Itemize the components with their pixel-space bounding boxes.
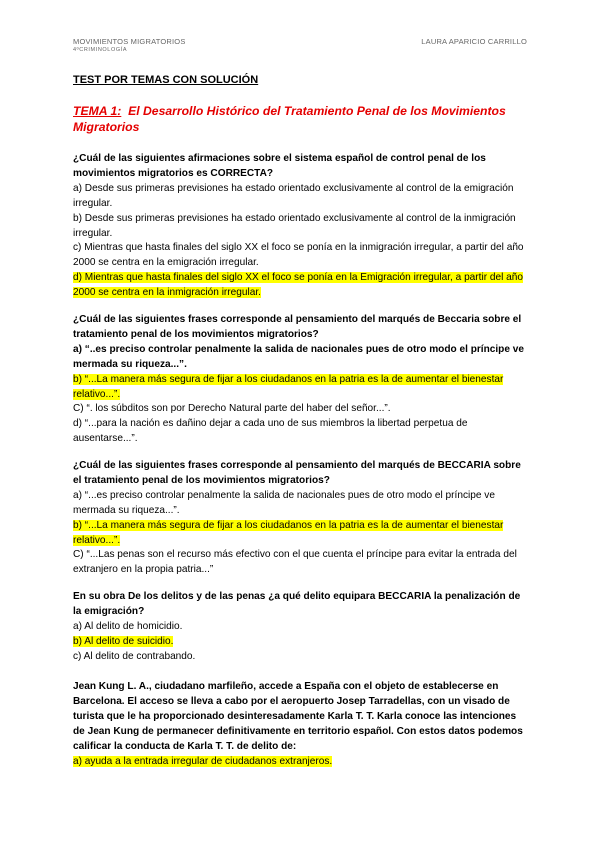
question-block-3 xyxy=(73,459,529,578)
question-text: ¿Cuál de las siguientes frases corresponde al pensamiento del marqués de BECCARIA sobre el tratamiento penal de los movimientos migratorios? xyxy=(73,460,521,486)
option-d: d) “...para la nación es dañino dejar a cada uno de sus miembros la libertad perpetua de ausentarse...”. xyxy=(73,418,468,445)
header-course-subtitle: 4ºCRIMINOLOGÍA xyxy=(73,47,128,53)
option-c: C) “. los súbditos son por Derecho Natural parte del haber del señor...”. xyxy=(73,403,391,415)
correct-answer-highlight: a) ayuda a la entrada irregular de ciudadanos extranjeros. xyxy=(73,755,333,767)
doc-title: TEST POR TEMAS CON SOLUCIÓN xyxy=(73,74,259,86)
option-c: C) “...Las penas son el recurso más efectivo con el que cuenta el príncipe para evitar la entrada del extranjero en la propia patria...” xyxy=(73,549,517,576)
header-author: LAURA APARICIO CARRILLO xyxy=(421,37,527,46)
question-block-4 xyxy=(73,590,529,665)
question-block-5 xyxy=(73,680,529,769)
theme-label: TEMA 1: xyxy=(73,104,122,118)
question-text: Jean Kung L. A., ciudadano marfileño, accede a España con el objeto de establecerse en Barcelona. El acceso se lleva a cabo por el aeropuerto Josep Tarradellas, con un visado de turista que le ha proporcionado desinteresadamente Karla T. T. Karla conoce las intenciones de Jean Kung de permanecer definitivamente en territorio español. Con estos datos podemos calificar la conducta de Karla T. T. de delito de: xyxy=(73,681,523,752)
header-course-title: MOVIMIENTOS MIGRATORIOS xyxy=(73,37,186,46)
theme-title: El Desarrollo Histórico del Tratamiento Penal de los Movimientos Migratorios xyxy=(73,104,506,134)
option-a: a) “...es preciso controlar penalmente la salida de nacionales pues de otro modo el príncipe ve mermada su riqueza...”. xyxy=(73,489,495,516)
option-a: a) “..es preciso controlar penalmente la salida de nacionales pues de otro modo el príncipe ve mermada su riqueza...”. xyxy=(73,343,524,370)
option-a: a) Desde sus primeras previsiones ha estado orientado exclusivamente al control de la emigración irregular. xyxy=(73,182,514,209)
correct-answer-highlight: d) Mientras que hasta finales del siglo XX el foco se ponía en la Emigración irregular, a partir del año 2000 se centra en la inmigración irregular. xyxy=(73,272,523,299)
option-b: b) Desde sus primeras previsiones ha estado orientado exclusivamente al control de la inmigración irregular. xyxy=(73,212,516,239)
question-text: ¿Cuál de las siguientes afirmaciones sobre el sistema español de control penal de los movimientos migratorios es CORRECTA? xyxy=(73,153,486,179)
option-c: c) Al delito de contrabando. xyxy=(73,650,196,662)
correct-answer-highlight: b) “...La manera más segura de fijar a los ciudadanos en la patria es la de aumentar el bienestar relativo...”. xyxy=(73,519,504,546)
option-a: a) Al delito de homicidio. xyxy=(73,620,183,632)
question-block-1 xyxy=(73,152,529,301)
option-b-correct xyxy=(73,373,529,403)
question-block-2 xyxy=(73,313,529,447)
theme-heading xyxy=(73,103,528,135)
option-a-correct xyxy=(73,755,529,770)
question-text: En su obra De los delitos y de las penas ¿a qué delito equipara BECCARIA la penalización de la emigración? xyxy=(73,591,521,617)
correct-answer-highlight: b) “...La manera más segura de fijar a los ciudadanos en la patria es la de aumentar el bienestar relativo...”. xyxy=(73,373,504,400)
question-text: ¿Cuál de las siguientes frases corresponde al pensamiento del marqués de Beccaria sobre el tratamiento penal de los movimientos migratorios? xyxy=(73,314,522,340)
option-b-correct xyxy=(73,635,529,650)
option-d-correct xyxy=(73,271,529,301)
correct-answer-highlight: b) Al delito de suicidio. xyxy=(73,635,174,647)
option-b-correct xyxy=(73,519,529,549)
option-c: c) Mientras que hasta finales del siglo XX el foco se ponía en la inmigración irregular, a partir del año 2000 se centra en la emigración irregular. xyxy=(73,242,524,269)
